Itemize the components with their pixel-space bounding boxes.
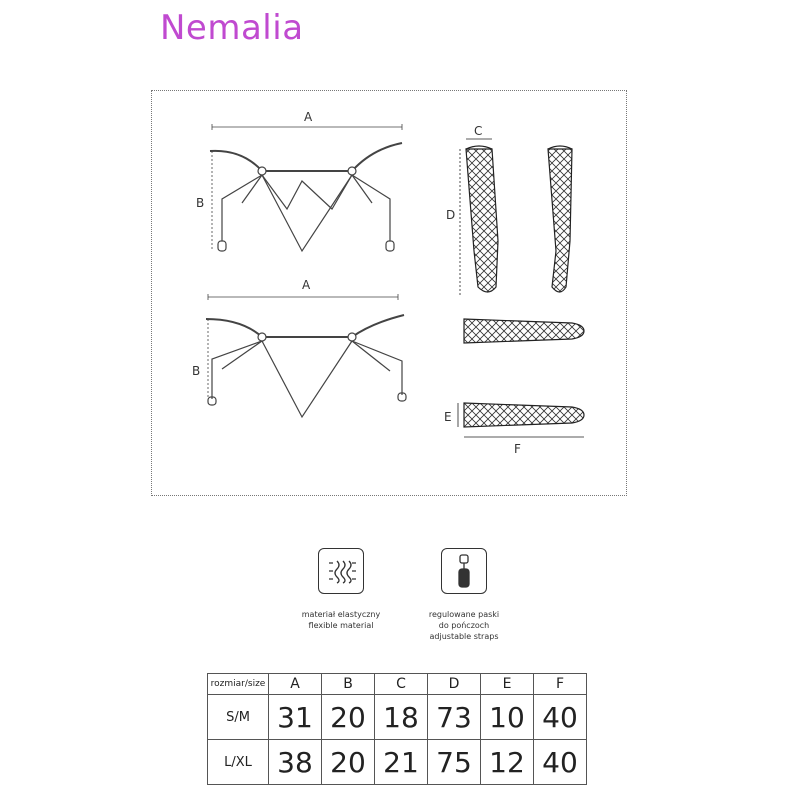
column-header-f: F [534,674,587,695]
table-cell: 21 [375,740,428,785]
flexible-material-icon [318,548,364,594]
column-header-a: A [269,674,322,695]
label-d: D [446,208,456,222]
table-cell: 10 [481,695,534,740]
column-header-e: E [481,674,534,695]
technical-drawing [152,91,626,495]
garter-belt-back [206,294,406,417]
feature-1-line-2: flexible material [308,621,374,630]
label-c: C [474,124,483,138]
stocking-front [460,139,498,295]
table-cell: 20 [322,740,375,785]
feature-2-line-1: regulowane paski [428,610,500,619]
table-cell: 73 [428,695,481,740]
table-cell: 31 [269,695,322,740]
label-b2: B [192,364,201,378]
table-cell: 75 [428,740,481,785]
row-size-label: S/M [208,695,269,740]
table-cell: 40 [534,695,587,740]
label-a2: A [302,278,311,292]
column-header-b: B [322,674,375,695]
size-table-corner: rozmiar/size [208,674,269,695]
table-cell: 38 [269,740,322,785]
column-header-c: C [375,674,428,695]
column-header-d: D [428,674,481,695]
label-e: E [444,410,452,424]
table-cell: 18 [375,695,428,740]
product-diagram [151,90,627,496]
label-f: F [514,442,521,456]
brand-title: Nemalia [160,8,304,48]
size-table [207,673,587,785]
feature-1-line-1: materiał elastyczny [301,610,381,619]
table-cell: 40 [534,740,587,785]
garter-belt-front [210,124,402,251]
feature-2-line-2: do pończoch [438,621,490,630]
feature-adjustable-straps [408,548,520,642]
label-b1: B [196,196,205,210]
stocking-horizontal-1 [464,319,584,343]
table-row [208,740,587,785]
feature-flexible-material [286,548,396,631]
label-a1: A [304,110,313,124]
feature-2-line-3: adjustable straps [429,632,499,641]
adjustable-straps-icon [441,548,487,594]
stocking-side [548,146,572,292]
table-cell: 20 [322,695,375,740]
table-row [208,695,587,740]
row-size-label: L/XL [208,740,269,785]
stocking-horizontal-2 [458,403,584,437]
table-cell: 12 [481,740,534,785]
size-table-header [208,674,587,695]
